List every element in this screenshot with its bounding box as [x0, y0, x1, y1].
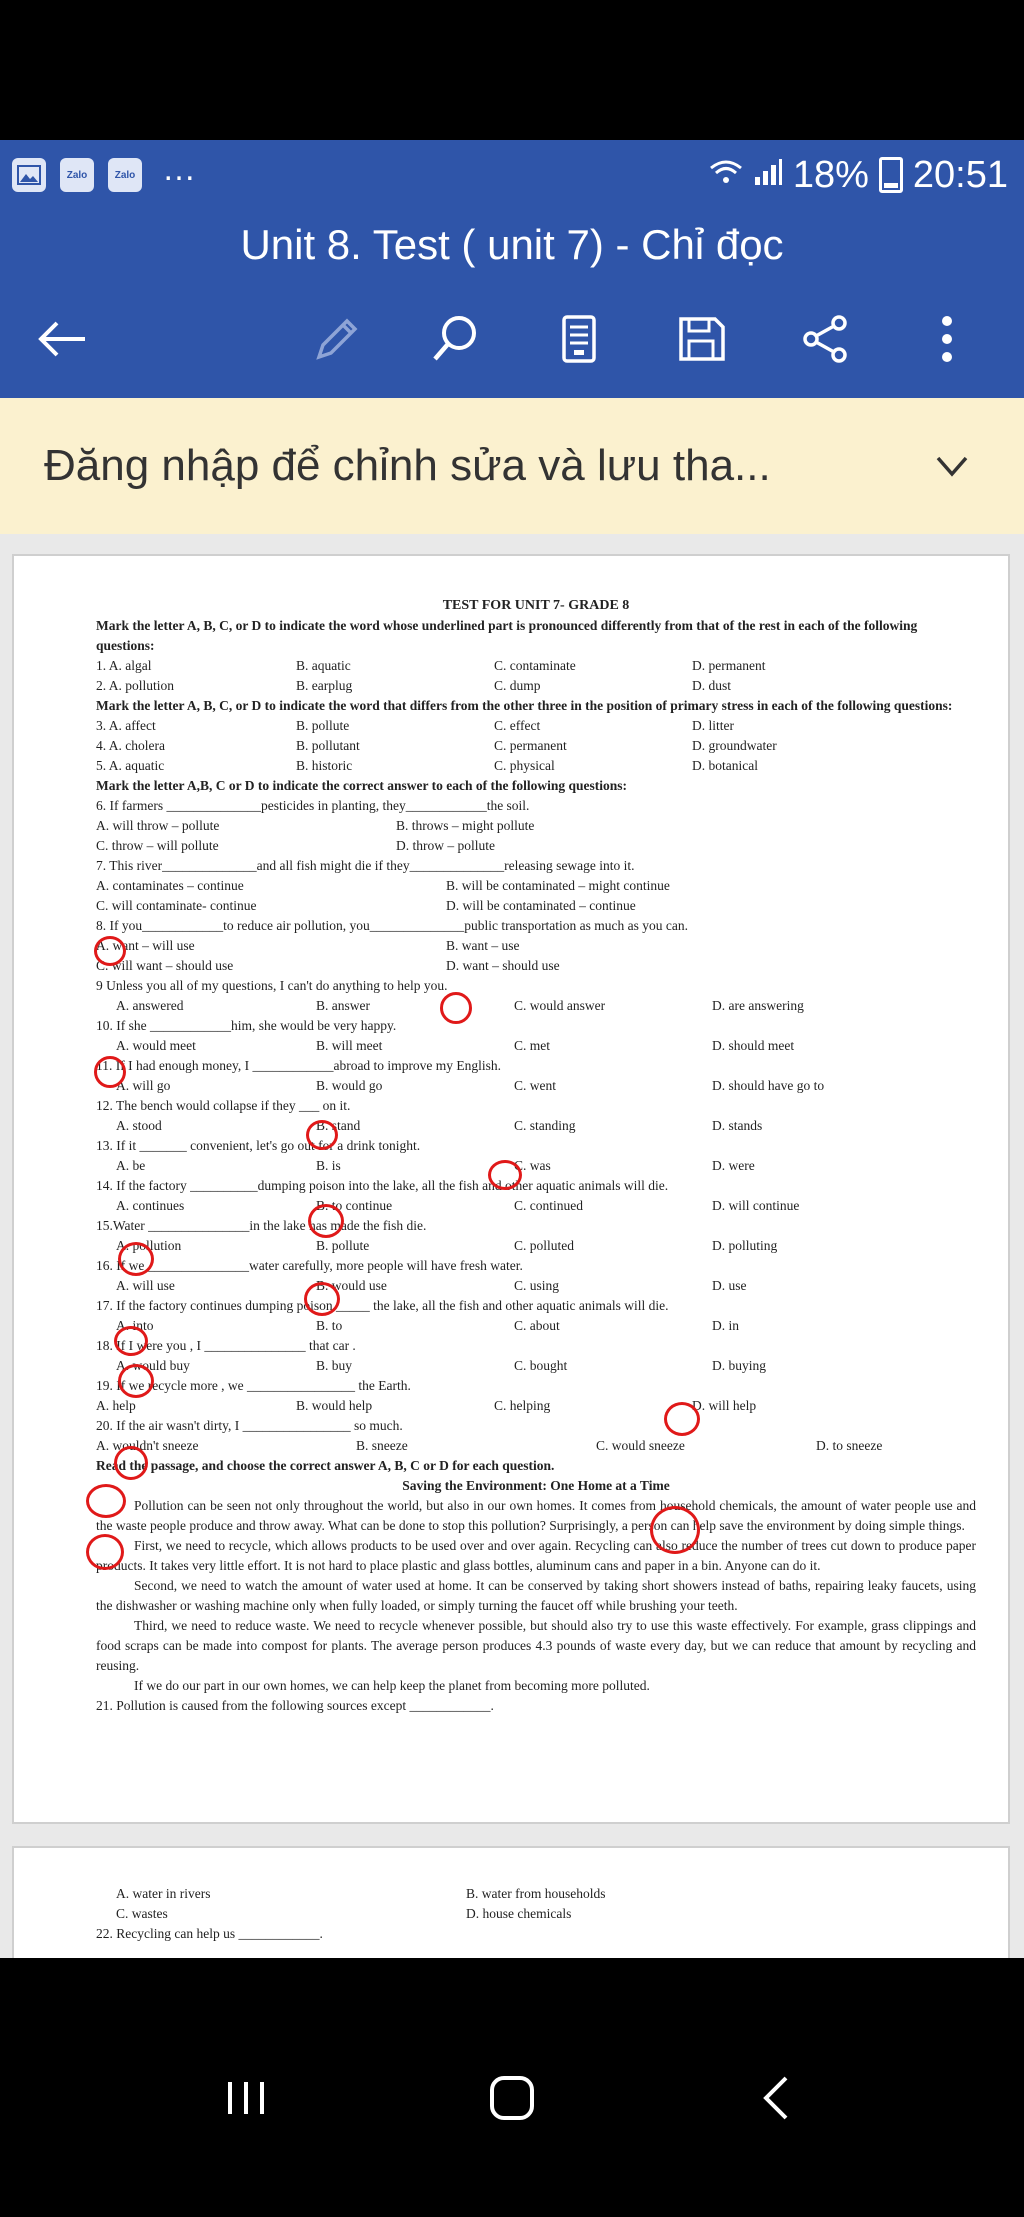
question-row	[96, 1076, 976, 1096]
option: C. effect	[494, 718, 541, 733]
option: B. would use	[316, 1278, 387, 1293]
passage-paragraph: Third, we need to reduce waste. We need to recycle whenever possible, but should also try to use this waste effectively. For example, grass clippings and food scraps can be made into compost for plants. The average person produces 4.3 pounds of waste every day, but we can reduce that amount by recycling and reusing.	[96, 1618, 976, 1673]
option: D. use	[712, 1278, 747, 1293]
option: A. would buy	[116, 1358, 190, 1373]
passage-paragraph: Pollution can be seen not only throughout the world, but also in our own homes. It comes from household chemicals, the amount of water people use and the waste people produce and throw away. What can be done to stop this pollution? Surprisingly, a person can help save the environment by doing simple things.	[96, 1498, 976, 1533]
option: D. polluting	[712, 1238, 778, 1253]
search-button[interactable]	[420, 304, 490, 374]
question: 19. If we recycle more , we ________________ the Earth.	[96, 1378, 411, 1393]
passage-paragraph: If we do our part in our own homes, we can help keep the planet from becoming more polluted.	[134, 1678, 650, 1693]
document-content	[96, 596, 976, 1716]
option: B. pollutant	[296, 738, 360, 753]
status-bar	[0, 140, 1024, 210]
option: A. into	[116, 1318, 154, 1333]
option: A. pollution	[116, 1238, 182, 1253]
option: 5. A. aquatic	[96, 758, 165, 773]
passage-paragraph: Second, we need to watch the amount of water used at home. It can be conserved by taking short showers instead of baths, repairing leaky faucets, using the dishwasher or washing machine only when fully loaded, or simply turning the faucet off while brushing your teeth.	[96, 1578, 976, 1613]
test-title: TEST FOR UNIT 7- GRADE 8	[442, 598, 630, 613]
option: B. throws – might pollute	[396, 818, 535, 833]
question-row	[96, 1396, 976, 1416]
edit-button[interactable]	[302, 304, 372, 374]
question: 8. If you____________to reduce air pollution, you______________public transportation as much as you can.	[96, 918, 689, 933]
option: B. water from households	[466, 1886, 606, 1901]
option: C. will contaminate- continue	[96, 898, 257, 913]
document-content	[96, 1884, 976, 1944]
option: C. helping	[494, 1398, 551, 1413]
option: A. contaminates – continue	[96, 878, 244, 893]
option: C. met	[514, 1038, 550, 1053]
question-row	[96, 1276, 976, 1296]
option: B. stand	[316, 1118, 361, 1133]
option: C. wastes	[116, 1906, 168, 1921]
option: C. throw – will pollute	[96, 838, 219, 853]
question: 17. If the factory continues dumping poison _____ the lake, all the fish and other aquatic animals will die.	[96, 1298, 669, 1313]
option: A. help	[96, 1398, 136, 1413]
search-icon	[427, 311, 483, 367]
question-row	[96, 1904, 976, 1924]
option: C. standing	[514, 1118, 576, 1133]
option: B. want – use	[446, 938, 520, 953]
option: B. buy	[316, 1358, 353, 1373]
instruction: Mark the letter A, B, C, or D to indicate the word that differs from the other three in the position of primary stress in each of the following questions:	[96, 698, 953, 713]
option: D. buying	[712, 1358, 766, 1373]
option: B. pollute	[296, 718, 350, 733]
question: 16. If we _______________water carefully, more people will have fresh water.	[96, 1258, 523, 1273]
back-arrow-icon	[35, 311, 91, 367]
home-button[interactable]	[472, 2058, 552, 2138]
option: 3. A. affect	[96, 718, 156, 733]
option: C. polluted	[514, 1238, 574, 1253]
option: C. physical	[494, 758, 555, 773]
document-viewer[interactable]	[0, 534, 1024, 1958]
document-page	[12, 554, 1010, 1824]
option: A. will go	[116, 1078, 171, 1093]
share-icon	[797, 311, 853, 367]
question-row	[96, 736, 976, 756]
signin-banner-text: Đăng nhập để chỉnh sửa và lưu tha...	[44, 441, 771, 490]
question: 11. If I had enough money, I ____________abroad to improve my English.	[96, 1058, 502, 1073]
question-row	[96, 836, 976, 856]
option: D. botanical	[692, 758, 758, 773]
option: B. to continue	[316, 1198, 393, 1213]
save-button[interactable]	[666, 304, 736, 374]
question: 20. If the air wasn't dirty, I ________________ so much.	[96, 1418, 403, 1433]
option: D. were	[712, 1158, 755, 1173]
option: A. will throw – pollute	[96, 818, 220, 833]
option: C. using	[514, 1278, 560, 1293]
option: D. will continue	[712, 1198, 800, 1213]
option: D. should have go to	[712, 1078, 825, 1093]
option: D. dust	[692, 678, 732, 693]
option: C. permanent	[494, 738, 567, 753]
more-notifications-icon: …	[162, 149, 196, 188]
back-button[interactable]	[28, 304, 98, 374]
question: 15.Water _______________in the lake has made the fish die.	[96, 1218, 427, 1233]
clock: 20:51	[912, 153, 1008, 196]
option: A. want – will use	[96, 938, 195, 953]
question-row	[96, 996, 976, 1016]
question: 18. If I were you , I _______________ that car .	[96, 1338, 356, 1353]
option: D. should meet	[712, 1038, 795, 1053]
option: B. to	[316, 1318, 343, 1333]
option: B. would help	[296, 1398, 373, 1413]
question: 7. This river______________and all fish might die if they______________releasing sewage into it.	[96, 858, 635, 873]
option: D. are answering	[712, 998, 804, 1013]
option: B. answer	[316, 998, 370, 1013]
question-row	[96, 716, 976, 736]
option: B. sneeze	[356, 1438, 408, 1453]
option: 2. A. pollution	[96, 678, 175, 693]
option: B. would go	[316, 1078, 383, 1093]
question-row	[96, 676, 976, 696]
option: D. in	[712, 1318, 739, 1333]
zalo-icon: Zalo	[108, 158, 142, 192]
battery-percent: 18%	[792, 153, 869, 196]
back-nav-button[interactable]	[738, 2058, 818, 2138]
option: A. wouldn't sneeze	[96, 1438, 199, 1453]
option: 1. A. algal	[96, 658, 152, 673]
question: 12. The bench would collapse if they ___ on it.	[96, 1098, 351, 1113]
recent-apps-button[interactable]	[206, 2058, 286, 2138]
option: D. house chemicals	[466, 1906, 572, 1921]
question: 9 Unless you all of my questions, I can't do anything to help you.	[96, 978, 448, 993]
question-row	[96, 1356, 976, 1376]
battery-icon	[879, 157, 903, 193]
question-row	[96, 1236, 976, 1256]
question-row	[96, 1036, 976, 1056]
question: 14. If the factory __________dumping poison into the lake, all the fish and other aquatic animals will die.	[96, 1178, 669, 1193]
option: D. permanent	[692, 658, 766, 673]
passage-title: Saving the Environment: One Home at a Time	[402, 1478, 670, 1493]
more-icon	[919, 311, 975, 367]
share-button[interactable]	[790, 304, 860, 374]
option: D. groundwater	[692, 738, 777, 753]
instruction: Read the passage, and choose the correct answer A, B, C or D for each question.	[96, 1458, 555, 1473]
recent-apps-icon	[216, 2068, 276, 2128]
instruction: Mark the letter A, B, C, or D to indicate the word whose underlined part is pronounced differently from that of the rest in each of the following questions:	[96, 618, 918, 653]
option: C. would sneeze	[596, 1438, 685, 1453]
question: 22. Recycling can help us ____________.	[96, 1926, 323, 1941]
status-bar-left	[0, 149, 196, 192]
question-row	[96, 656, 976, 676]
option: A. be	[116, 1158, 146, 1173]
signin-banner[interactable]	[0, 398, 1024, 534]
option: D. will be contaminated – continue	[446, 898, 636, 913]
option: C. will want – should use	[96, 958, 234, 973]
option: D. want – should use	[446, 958, 560, 973]
chevron-down-icon[interactable]	[932, 446, 972, 486]
option: D. will help	[692, 1398, 757, 1413]
question: 6. If farmers ______________pesticides in planting, they____________the soil.	[96, 798, 530, 813]
instruction: Mark the letter A,B, C or D to indicate the correct answer to each of the following questions:	[96, 778, 628, 793]
option: D. to sneeze	[816, 1438, 883, 1453]
pencil-icon	[309, 311, 365, 367]
wifi-icon	[709, 158, 743, 193]
question-row	[96, 756, 976, 776]
option: B. historic	[296, 758, 353, 773]
question: 21. Pollution is caused from the following sources except ____________.	[96, 1698, 494, 1713]
question-row	[96, 816, 976, 836]
option: C. dump	[494, 678, 541, 693]
question-row	[96, 936, 976, 956]
option: B. earplug	[296, 678, 353, 693]
option: C. continued	[514, 1198, 583, 1213]
question-row	[96, 1436, 976, 1456]
option: C. went	[514, 1078, 556, 1093]
question-row	[96, 1116, 976, 1136]
back-chevron-icon	[748, 2068, 808, 2128]
option: A. would meet	[116, 1038, 196, 1053]
option: B. aquatic	[296, 658, 351, 673]
option: C. bought	[514, 1358, 568, 1373]
document-page	[12, 1846, 1010, 1958]
question: 13. If it _______ convenient, let's go out for a drink tonight.	[96, 1138, 421, 1153]
option: A. will use	[116, 1278, 175, 1293]
navigation-bar	[0, 1958, 1024, 2217]
question: 10. If she ____________him, she would be very happy.	[96, 1018, 397, 1033]
option: B. will be contaminated – might continue	[446, 878, 670, 893]
question-row	[96, 1156, 976, 1176]
reading-mode-button[interactable]	[544, 304, 614, 374]
option: A. stood	[116, 1118, 162, 1133]
passage-paragraph: First, we need to recycle, which allows products to be used over and over again. Recycling can also reduce the number of trees cut down to produce paper products. It takes very little effort. It is not hard to place plastic and glass bottles, aluminum cans and paper in a bin. Anyone can do it.	[96, 1538, 976, 1573]
gallery-icon	[12, 158, 46, 192]
save-icon	[673, 311, 729, 367]
zalo-icon: Zalo	[60, 158, 94, 192]
option: C. would answer	[514, 998, 606, 1013]
option: D. litter	[692, 718, 734, 733]
option: C. was	[514, 1158, 551, 1173]
option: C. about	[514, 1318, 560, 1333]
question-row	[96, 1196, 976, 1216]
question-row	[96, 1884, 976, 1904]
app-toolbar	[0, 280, 1024, 398]
option: A. water in rivers	[116, 1886, 211, 1901]
option: D. throw – pollute	[396, 838, 495, 853]
question-row	[96, 876, 976, 896]
option: A. answered	[116, 998, 184, 1013]
option: 4. A. cholera	[96, 738, 165, 753]
question-row	[96, 1316, 976, 1336]
reading-mode-icon	[551, 311, 607, 367]
question-row	[96, 896, 976, 916]
option: B. is	[316, 1158, 341, 1173]
more-options-button[interactable]	[912, 304, 982, 374]
signal-icon	[753, 154, 783, 197]
option: C. contaminate	[494, 658, 576, 673]
option: A. continues	[116, 1198, 185, 1213]
status-bar-right	[709, 154, 1024, 197]
document-title: Unit 8. Test ( unit 7) - Chỉ đọc	[0, 210, 1024, 280]
question-row	[96, 956, 976, 976]
option: D. stands	[712, 1118, 763, 1133]
home-icon	[482, 2068, 542, 2128]
option: B. pollute	[316, 1238, 370, 1253]
option: B. will meet	[316, 1038, 383, 1053]
